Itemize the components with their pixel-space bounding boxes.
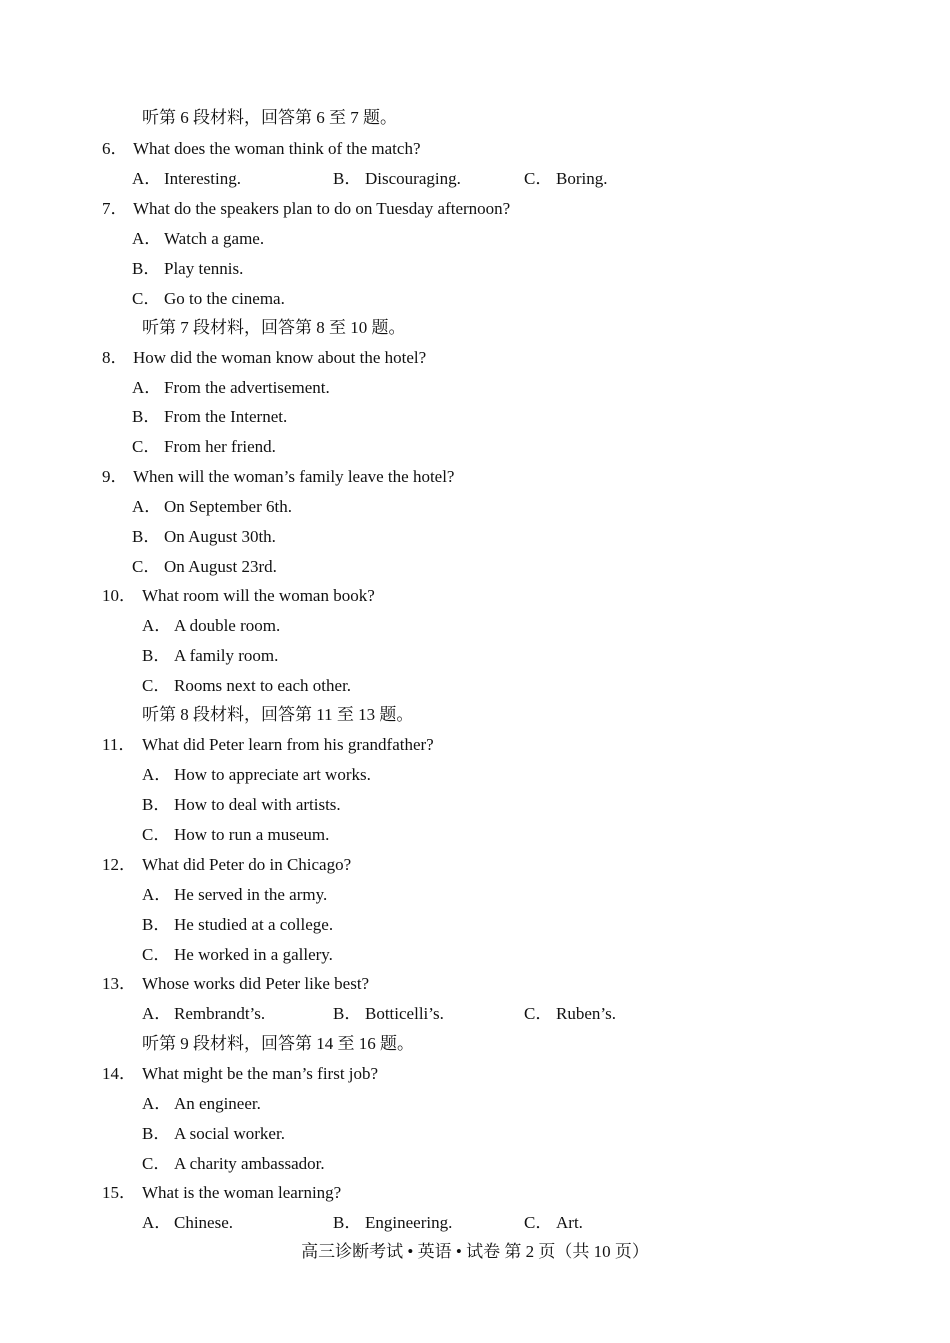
question-number: 15． — [102, 1183, 136, 1202]
option-label: A． — [142, 765, 172, 784]
option-text: An engineer. — [174, 1094, 261, 1113]
option-text: Chinese. — [174, 1213, 234, 1232]
option-text: From her friend. — [164, 437, 276, 456]
option-label: C． — [524, 1213, 553, 1232]
question-number: 7． — [102, 199, 128, 218]
option-text: Rooms next to each other. — [174, 676, 352, 695]
option-text: Rembrandt’s. — [174, 1004, 266, 1023]
question-number: 6． — [102, 139, 128, 158]
option-text: On September 6th. — [164, 497, 292, 516]
question-text: What does the woman think of the match? — [133, 139, 421, 158]
option-label: A． — [142, 1094, 172, 1113]
option-text: Discouraging. — [365, 169, 461, 188]
option-label: C． — [142, 825, 171, 844]
option-label: C． — [132, 557, 161, 576]
section-instruction: 听第 8 段材料，回答第 11 至 13 题。 — [142, 705, 414, 724]
option-label: B． — [132, 259, 161, 278]
option-text: Watch a game. — [164, 229, 265, 248]
option-label: A． — [142, 1213, 172, 1232]
question-number: 8． — [102, 348, 128, 367]
option-label: B． — [132, 407, 161, 426]
question-text: What did Peter learn from his grandfather? — [142, 735, 434, 754]
question-text: What did Peter do in Chicago? — [142, 855, 352, 874]
option-label: A． — [142, 1004, 172, 1023]
question-text: Whose works did Peter like best? — [142, 974, 370, 993]
option-text: He studied at a college. — [174, 915, 334, 934]
option-label: B． — [333, 1004, 362, 1023]
option-text: Interesting. — [164, 169, 241, 188]
option-label: A． — [142, 616, 172, 635]
question-text: What is the woman learning? — [142, 1183, 342, 1202]
option-label: C． — [132, 437, 161, 456]
option-label: B． — [333, 169, 362, 188]
question-number: 10． — [102, 586, 136, 605]
option-label: B． — [333, 1213, 362, 1232]
page-footer: 高三诊断考试 • 英语 • 试卷 第 2 页（共 10 页） — [301, 1242, 649, 1261]
question-text: What room will the woman book? — [142, 586, 375, 605]
option-text: How to deal with artists. — [174, 795, 341, 814]
option-label: C． — [142, 1154, 171, 1173]
section-instruction: 听第 7 段材料，回答第 8 至 10 题。 — [142, 318, 406, 337]
option-label: C． — [524, 1004, 553, 1023]
option-text: Ruben’s. — [556, 1004, 616, 1023]
option-label: A． — [132, 497, 162, 516]
option-text: A social worker. — [174, 1124, 285, 1143]
question-number: 14． — [102, 1064, 136, 1083]
option-text: A double room. — [174, 616, 281, 635]
option-text: On August 23rd. — [164, 557, 277, 576]
option-text: He served in the army. — [174, 885, 328, 904]
option-label: C． — [132, 289, 161, 308]
option-text: He worked in a gallery. — [174, 945, 333, 964]
question-text: What might be the man’s first job? — [142, 1064, 379, 1083]
option-text: Go to the cinema. — [164, 289, 285, 308]
option-text: How to run a museum. — [174, 825, 330, 844]
option-label: C． — [524, 169, 553, 188]
option-text: Boring. — [556, 169, 608, 188]
option-text: From the advertisement. — [164, 378, 330, 397]
option-label: C． — [142, 945, 171, 964]
option-text: Botticelli’s. — [365, 1004, 444, 1023]
option-label: B． — [142, 795, 171, 814]
question-text: What do the speakers plan to do on Tuesday afternoon? — [133, 199, 511, 218]
option-text: Art. — [556, 1213, 583, 1232]
option-text: On August 30th. — [164, 527, 276, 546]
option-label: B． — [132, 527, 161, 546]
option-text: Engineering. — [365, 1213, 453, 1232]
question-number: 11． — [102, 735, 136, 754]
option-label: B． — [142, 1124, 171, 1143]
question-number: 12． — [102, 855, 136, 874]
option-label: B． — [142, 646, 171, 665]
option-label: A． — [132, 229, 162, 248]
option-label: B． — [142, 915, 171, 934]
option-label: A． — [142, 885, 172, 904]
section-instruction: 听第 6 段材料，回答第 6 至 7 题。 — [142, 108, 397, 127]
question-text: When will the woman’s family leave the hotel? — [133, 467, 455, 486]
option-text: A family room. — [174, 646, 279, 665]
option-label: C． — [142, 676, 171, 695]
section-instruction: 听第 9 段材料，回答第 14 至 16 题。 — [142, 1034, 414, 1053]
option-text: How to appreciate art works. — [174, 765, 371, 784]
option-text: A charity ambassador. — [174, 1154, 325, 1173]
question-number: 9． — [102, 467, 128, 486]
option-label: A． — [132, 169, 162, 188]
question-text: How did the woman know about the hotel? — [133, 348, 427, 367]
option-label: A． — [132, 378, 162, 397]
option-text: From the Internet. — [164, 407, 288, 426]
option-text: Play tennis. — [164, 259, 244, 278]
question-number: 13． — [102, 974, 136, 993]
